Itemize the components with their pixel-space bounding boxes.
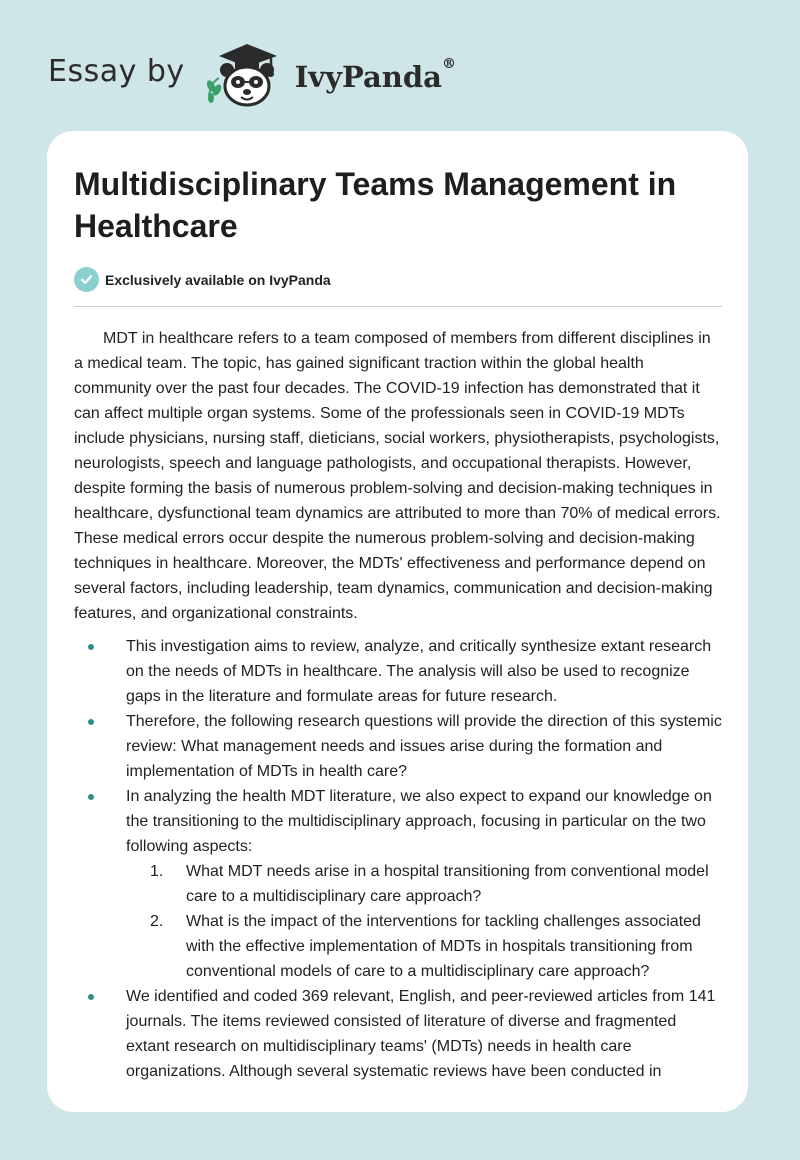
check-icon bbox=[74, 267, 99, 292]
bullet-text: We identified and coded 369 relevant, English, and peer-reviewed articles from 141 journals. The items reviewed consisted of literature of diverse and fragmented extant research on multidisciplinary teams' (MDTs) needs in health care organizations. Although several systematic reviews have been conducted in bbox=[126, 988, 716, 1080]
registered-mark: ® bbox=[441, 56, 456, 72]
sublist-item bbox=[126, 909, 722, 984]
list-item bbox=[74, 784, 722, 984]
sublist-text: What is the impact of the interventions for tackling challenges associated with the effective implementation of MDTs in hospitals transitioning from conventional models of care to a multidisciplinary care approach? bbox=[186, 913, 701, 980]
list-item bbox=[74, 634, 722, 709]
sublist-number: 1. bbox=[150, 863, 164, 880]
intro-paragraph: MDT in healthcare refers to a team composed of members from different disciplines in a medical team. The topic, has gained significant traction within the global health community over the past four decades. The COVID-19 infection has demonstrated that it can affect multiple organ systems. Some of the professionals seen in COVID-19 MDTs include physicians, nursing staff, dieticians, social workers, physiotherapists, psychologists, neurologists, speech and language pathologists, and occupational therapists. However, despite forming the basis of numerous problem-solving and decision-making techniques in healthcare, dysfunctional team dynamics are attributed to more than 70% of medical errors. These medical errors occur despite the numerous problem-solving and decision-making techniques in healthcare. Moreover, the MDTs' effectiveness and performance depend on several factors, including leadership, team dynamics, communication and decision-making features, and organizational constraints. bbox=[74, 330, 721, 622]
exclusive-notice bbox=[74, 267, 722, 307]
brand-prefix: Essay by bbox=[48, 53, 185, 89]
list-item bbox=[74, 709, 722, 784]
essay-card bbox=[47, 131, 748, 1112]
exclusive-label: Exclusively available on IvyPanda bbox=[105, 271, 331, 288]
sublist-item bbox=[126, 859, 722, 909]
bullet-icon bbox=[88, 719, 94, 725]
sublist-number: 2. bbox=[150, 913, 164, 930]
essay-body bbox=[74, 326, 722, 1084]
sublist-text: What MDT needs arise in a hospital transitioning from conventional model care to a multidisciplinary care approach? bbox=[186, 863, 709, 905]
bullet-icon bbox=[88, 794, 94, 800]
bullet-icon bbox=[88, 994, 94, 1000]
brand-header[interactable] bbox=[48, 36, 456, 112]
numbered-sublist bbox=[126, 859, 722, 984]
essay-title: Multidisciplinary Teams Management in Healthcare bbox=[74, 166, 677, 244]
bullet-icon bbox=[88, 644, 94, 650]
bullet-list bbox=[74, 634, 722, 1084]
panda-logo-icon bbox=[197, 36, 293, 112]
list-item bbox=[74, 984, 722, 1084]
bullet-text: In analyzing the health MDT literature, we also expect to expand our knowledge on the transitioning to the multidisciplinary approach, focusing in particular on the two following aspects: bbox=[126, 788, 712, 855]
brand-name: IvyPanda® bbox=[294, 56, 456, 94]
bullet-text: This investigation aims to review, analyze, and critically synthesize extant research on the needs of MDTs in healthcare. The analysis will also be used to recognize gaps in the literature and formulate areas for future research. bbox=[126, 638, 712, 705]
bullet-text: Therefore, the following research questions will provide the direction of this systemic review: What management needs and issues arise during the formation and implementation of MDTs in health care? bbox=[126, 713, 722, 780]
